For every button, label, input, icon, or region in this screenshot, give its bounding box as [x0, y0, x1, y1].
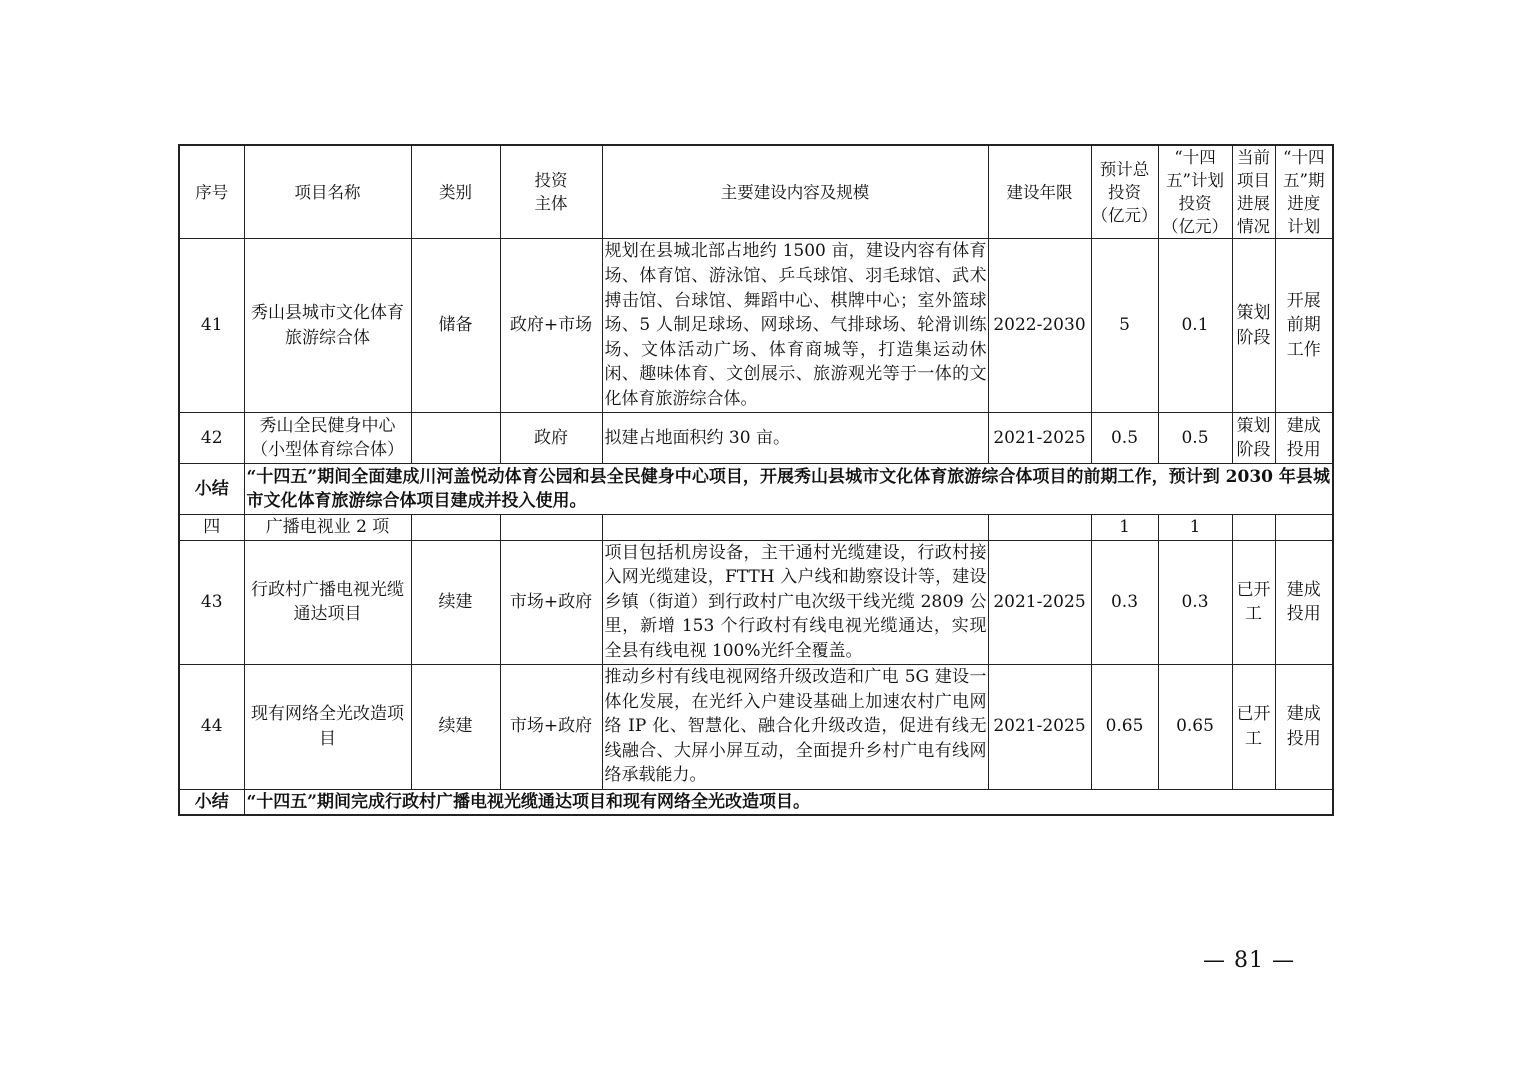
- table-row: [179, 239, 1333, 413]
- cell-plan-invest: 0.3: [1158, 540, 1232, 664]
- summary-row: [179, 464, 1333, 515]
- cell-seq: 44: [179, 664, 244, 789]
- cell-investor: 市场+政府: [500, 540, 602, 664]
- header-category: 类别: [411, 145, 500, 239]
- table-row: [179, 664, 1333, 789]
- cell-schedule: 建成投用: [1275, 540, 1333, 664]
- summary-label: 小结: [179, 464, 244, 515]
- cell-schedule: 开展前期工作: [1275, 239, 1333, 413]
- cell-empty: [1232, 515, 1275, 541]
- cell-content: 推动乡村有线电视网络升级改造和广电 5G 建设一体化发展，在光纤入户建设基础上加速农村广电网络 IP 化、智慧化、融合化升级改造，促进有线无线融合、大屏小屏互动，全面提升乡村广电有线网络承载能力。: [602, 664, 988, 789]
- summary-row: [179, 789, 1333, 815]
- cell-empty: [988, 515, 1091, 541]
- cell-seq: 41: [179, 239, 244, 413]
- section-row: [179, 515, 1333, 541]
- cell-category: 续建: [411, 664, 500, 789]
- cell-period: 2021-2025: [988, 664, 1091, 789]
- cell-total-invest: 5: [1091, 239, 1158, 413]
- section-seq: 四: [179, 515, 244, 541]
- cell-progress: 策划阶段: [1232, 239, 1275, 413]
- header-seq: 序号: [179, 145, 244, 239]
- cell-empty: [411, 515, 500, 541]
- cell-category: [411, 413, 500, 464]
- cell-total-invest: 0.3: [1091, 540, 1158, 664]
- cell-progress: 已开工: [1232, 540, 1275, 664]
- cell-period: 2021-2025: [988, 540, 1091, 664]
- header-period: 建设年限: [988, 145, 1091, 239]
- header-row: [179, 145, 1333, 239]
- cell-seq: 43: [179, 540, 244, 664]
- cell-content: 规划在县城北部占地约 1500 亩，建设内容有体育场、体育馆、游泳馆、乒乓球馆、羽毛球馆、武术搏击馆、台球馆、舞蹈中心、棋牌中心；室外篮球场、5 人制足球场、网球场、气排球场、轮滑训练场、文体活动广场、体育商城等，打造集运动休闲、趣味体育、文创展示、旅游观光等于一体的文化体育旅游综合体。: [602, 239, 988, 413]
- project-table: [178, 144, 1334, 816]
- summary-label: 小结: [179, 789, 244, 815]
- cell-name: 秀山县城市文化体育旅游综合体: [244, 239, 411, 413]
- cell-plan-invest: 0.65: [1158, 664, 1232, 789]
- cell-name: 行政村广播电视光缆通达项目: [244, 540, 411, 664]
- cell-plan-invest: 0.5: [1158, 413, 1232, 464]
- summary-text: “十四五”期间完成行政村广播电视光缆通达项目和现有网络全光改造项目。: [244, 789, 1333, 815]
- cell-schedule: 建成投用: [1275, 664, 1333, 789]
- cell-category: 储备: [411, 239, 500, 413]
- cell-investor: 市场+政府: [500, 664, 602, 789]
- section-plan-invest: 1: [1158, 515, 1232, 541]
- page-number: — 81 —: [1203, 948, 1295, 973]
- header-progress: 当前 项目 进展 情况: [1232, 145, 1275, 239]
- header-name: 项目名称: [244, 145, 411, 239]
- cell-period: 2021-2025: [988, 413, 1091, 464]
- cell-name: 秀山全民健身中心（小型体育综合体）: [244, 413, 411, 464]
- table-row: [179, 540, 1333, 664]
- cell-progress: 策划阶段: [1232, 413, 1275, 464]
- cell-empty: [500, 515, 602, 541]
- cell-investor: 政府+市场: [500, 239, 602, 413]
- cell-name: 现有网络全光改造项目: [244, 664, 411, 789]
- cell-content: 拟建占地面积约 30 亩。: [602, 413, 988, 464]
- table-row: [179, 413, 1333, 464]
- cell-content: 项目包括机房设备，主干通村光缆建设，行政村接入网光缆建设，FTTH 入户线和勘察设计等，建设乡镇（街道）到行政村广电次级干线光缆 2809 公里，新增 153 个行政村有线电视光缆通达，实现全县有线电视 100%光纤全覆盖。: [602, 540, 988, 664]
- header-total-invest: 预计总 投资 （亿元）: [1091, 145, 1158, 239]
- cell-empty: [602, 515, 988, 541]
- cell-empty: [1275, 515, 1333, 541]
- header-investor: 投资 主体: [500, 145, 602, 239]
- summary-text: “十四五”期间全面建成川河盖悦动体育公园和县全民健身中心项目，开展秀山县城市文化体育旅游综合体项目的前期工作，预计到 2030 年县城市文化体育旅游综合体项目建成并投入使用。: [244, 464, 1333, 515]
- cell-period: 2022-2030: [988, 239, 1091, 413]
- project-table-container: [178, 144, 1332, 816]
- cell-total-invest: 0.65: [1091, 664, 1158, 789]
- cell-schedule: 建成投用: [1275, 413, 1333, 464]
- cell-progress: 已开工: [1232, 664, 1275, 789]
- section-total-invest: 1: [1091, 515, 1158, 541]
- cell-investor: 政府: [500, 413, 602, 464]
- cell-plan-invest: 0.1: [1158, 239, 1232, 413]
- header-schedule: “十四 五”期 进度 计划: [1275, 145, 1333, 239]
- cell-total-invest: 0.5: [1091, 413, 1158, 464]
- header-content: 主要建设内容及规模: [602, 145, 988, 239]
- cell-seq: 42: [179, 413, 244, 464]
- header-plan-invest: “十四 五”计划 投资 （亿元）: [1158, 145, 1232, 239]
- section-name: 广播电视业 2 项: [244, 515, 411, 541]
- cell-category: 续建: [411, 540, 500, 664]
